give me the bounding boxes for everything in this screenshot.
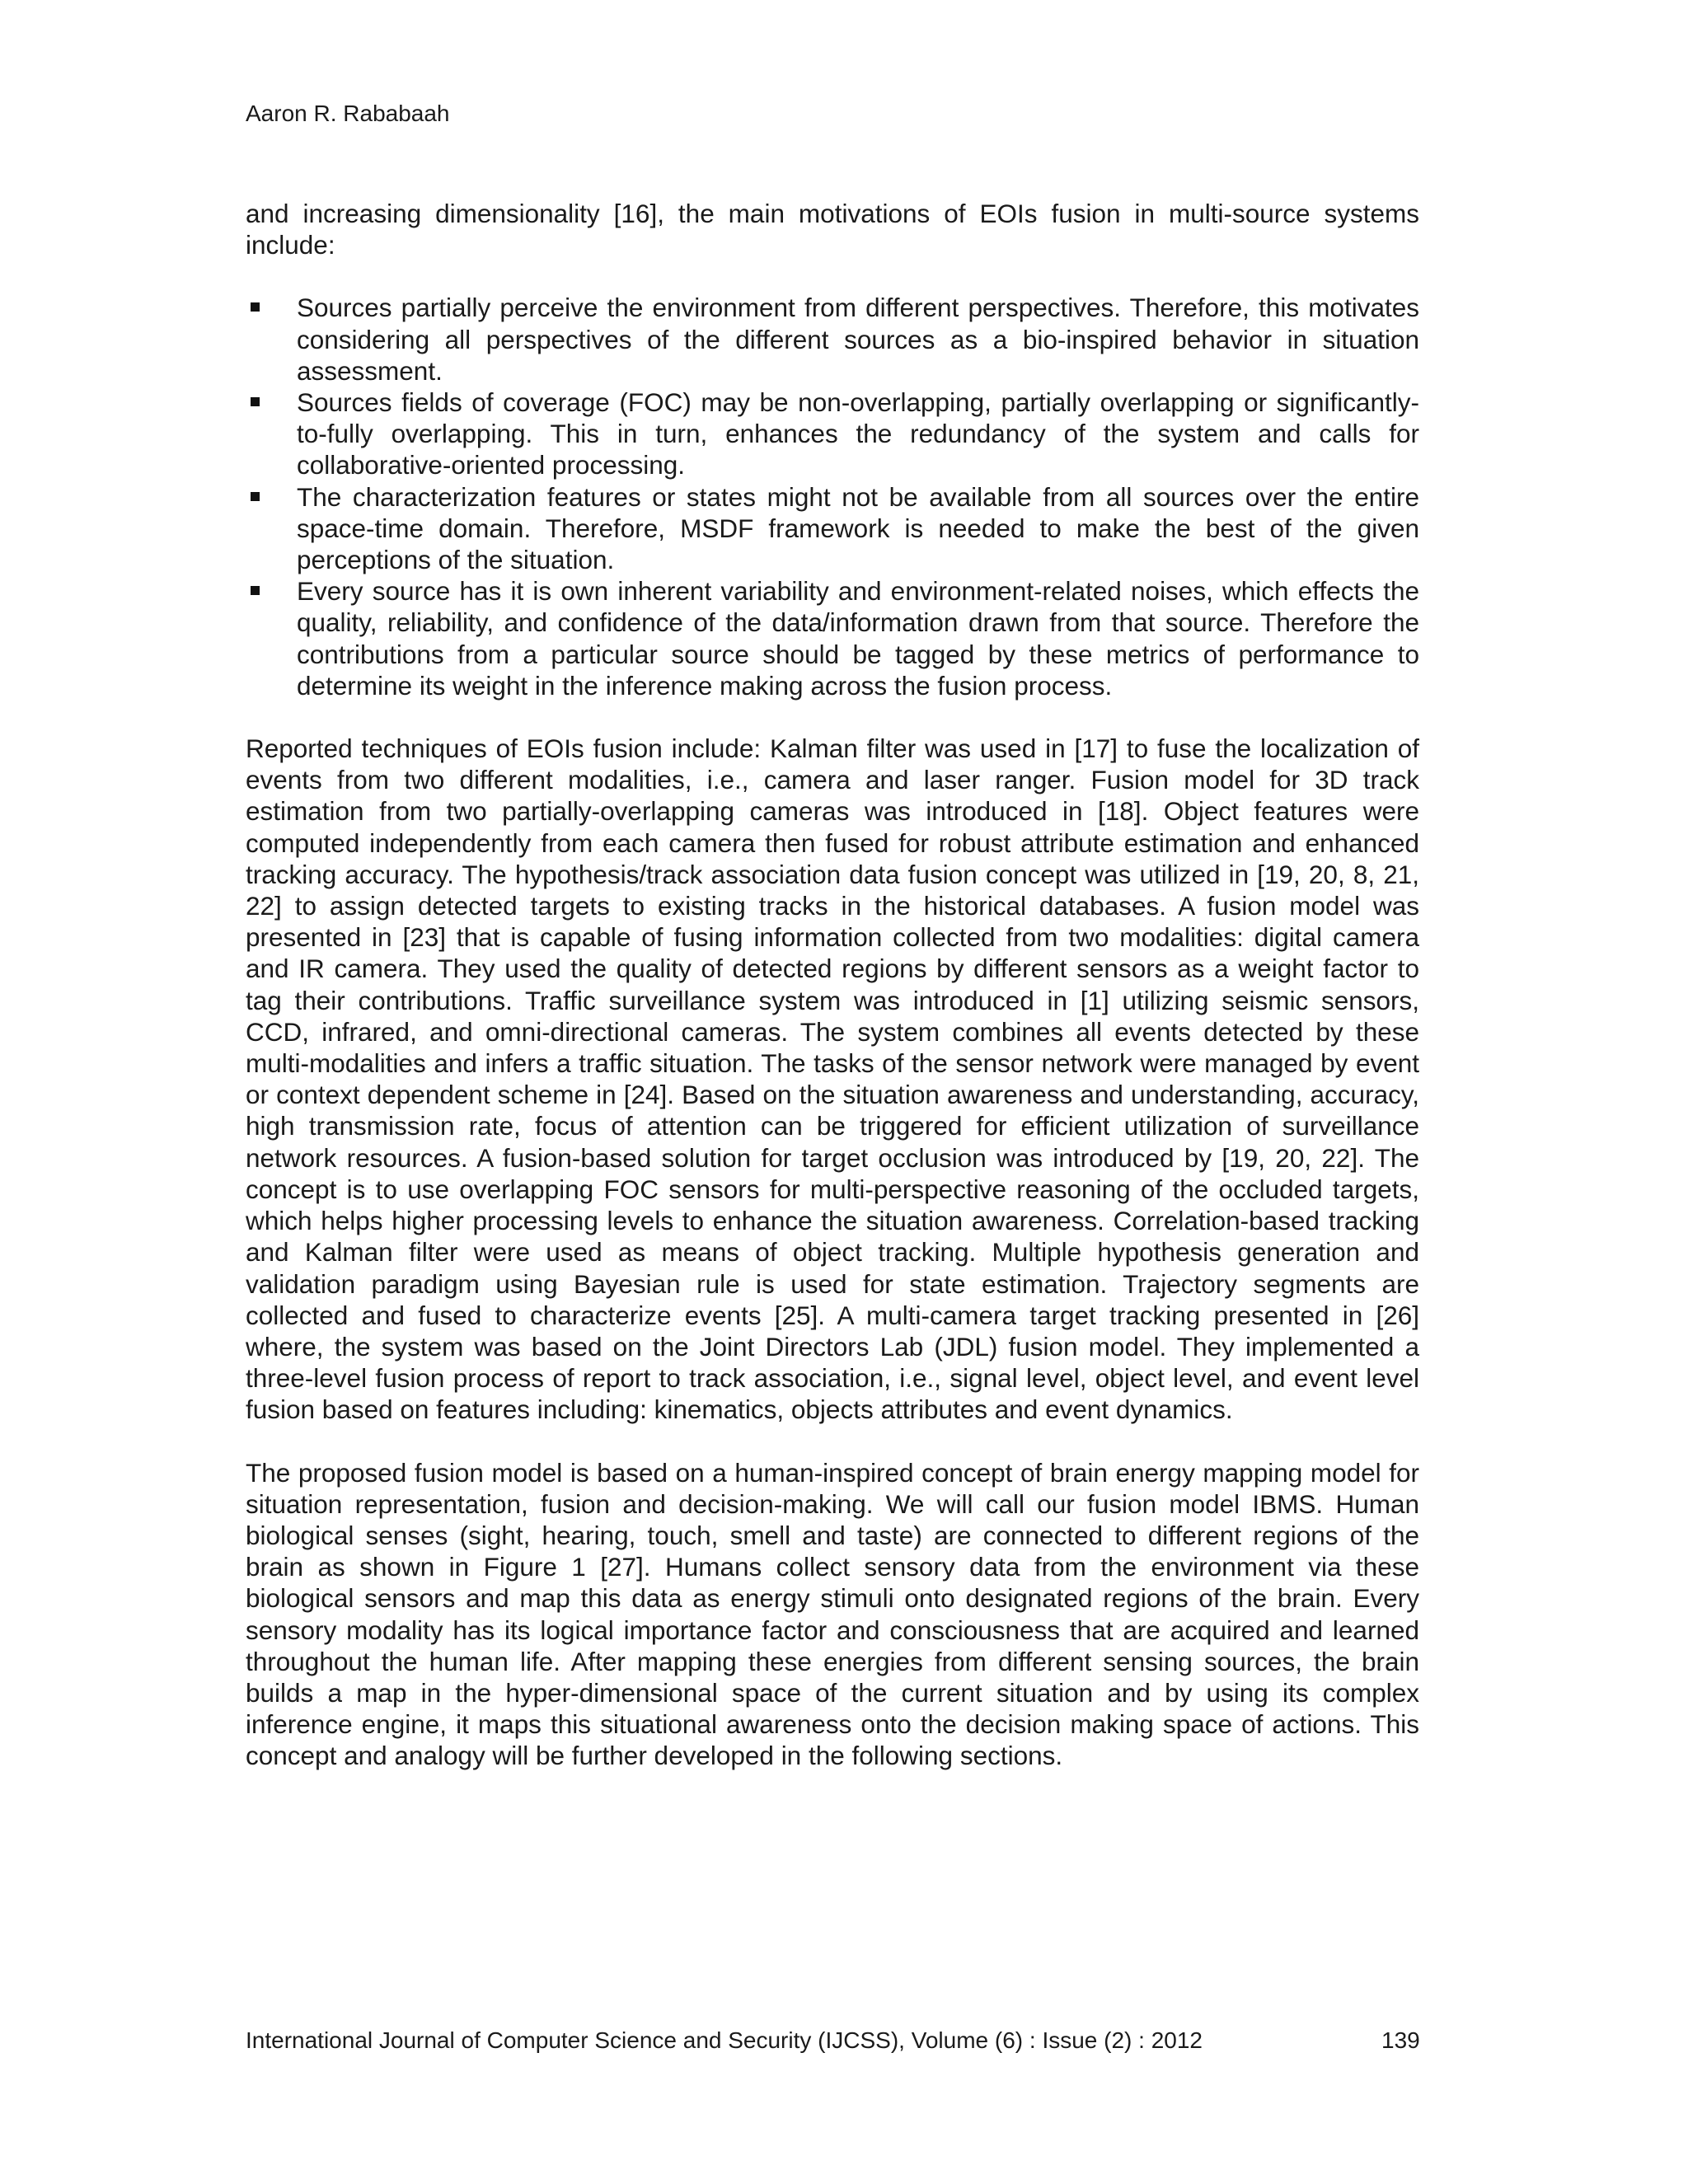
paragraph-reported-techniques: Reported techniques of EOIs fusion include: Kalman filter was used in [17] to fuse the localization of events from two different modalities, i.e., camera and laser ranger. Fusion model for 3D track estimation from two partially-overlapping cameras was introduced in [18]. Object features were computed independently from each camera then fused for robust attribute estimation and enhanced tracking accuracy. The hypothesis/track association data fusion concept was utilized in [19, 20, 8, 21, 22] to assign detected targets to existing tracks in the historical databases. A fusion model was presented in [23] that is capable of fusing information collected from two modalities: digital camera and IR camera. They used the quality of detected regions by different sensors as a weight factor to tag their contributions. Traffic surveillance system was introduced in [1] utilizing seismic sensors, CCD, infrared, and omni-directional cameras. The system combines all events detected by these multi-modalities and infers a traffic situation. The tasks of the sensor network were managed by event or context dependent scheme in [24]. Based on the situation awareness and understanding, accuracy, high transmission rate, focus of attention can be triggered for efficient utilization of surveillance network resources. A fusion-based solution for target occlusion was introduced by [19, 20, 22]. The concept is to use overlapping FOC sensors for multi-perspective reasoning of the occluded targets, which helps higher processing levels to enhance the situation awareness. Correlation-based tracking and Kalman filter were used as means of object tracking. Multiple hypothesis generation and validation paradigm using Bayesian rule is used for state estimation. Trajectory segments are collected and fused to characterize events [25]. A multi-camera target tracking presented in [26] where, the system was based on the Joint Directors Lab (JDL) fusion model. They implemented a three-level fusion process of report to track association, i.e., signal level, object level, and event level fusion based on features including: kinematics, objects attributes and event dynamics. — [246, 733, 1419, 1425]
bullet-text: Sources partially perceive the environment from different perspectives. Therefore, this motivates considering all perspectives of the different sources as a bio-inspired behavior in situation assessment. — [297, 293, 1419, 386]
intro-paragraph: and increasing dimensionality [16], the main motivations of EOIs fusion in multi-source systems include: — [246, 199, 1419, 260]
square-bullet-icon — [251, 492, 260, 501]
bullet-text: Sources fields of coverage (FOC) may be non-overlapping, partially overlapping or significantly-to-fully overlapping. This in turn, enhances the redundancy of the system and calls for collaborative-oriented processing. — [297, 387, 1419, 480]
square-bullet-icon — [251, 302, 260, 312]
paragraph-proposed-model: The proposed fusion model is based on a human-inspired concept of brain energy mapping model for situation representation, fusion and decision-making. We will call our fusion model IBMS. Human biological senses (sight, hearing, touch, smell and taste) are connected to different regions of the brain as shown in Figure 1 [27]. Humans collect sensory data from the environment via these biological sensors and map this data as energy stimuli onto designated regions of the brain. Every sensory modality has its logical importance factor and consciousness that are acquired and learned throughout the human life. After mapping these energies from different sensing sources, the brain builds a map in the hyper-dimensional space of the current situation and by using its complex inference engine, it maps this situational awareness onto the decision making space of actions. This concept and analogy will be further developed in the following sections. — [246, 1457, 1419, 1771]
bullet-text: Every source has it is own inherent variability and environment-related noises, which effects the quality, reliability, and confidence of the data/information drawn from that source. Therefore the contributions from a particular source should be tagged by these metrics of performance to determine its weight in the inference making across the fusion process. — [297, 576, 1419, 701]
body-text — [246, 198, 1419, 1772]
bullet-item — [246, 481, 1419, 576]
square-bullet-icon — [251, 586, 260, 595]
bullet-text: The characterization features or states might not be available from all sources over the entire space-time domain. Therefore, MSDF framework is needed to make the best of the given perceptions of the situation. — [297, 481, 1419, 575]
bullet-item — [246, 575, 1419, 701]
square-bullet-icon — [251, 397, 260, 406]
page-number: 139 — [1381, 2027, 1420, 2053]
running-head-author: Aaron R. Rababaah — [246, 101, 450, 126]
bullet-item — [246, 292, 1419, 387]
footer-journal-citation: International Journal of Computer Science and Security (IJCSS), Volume (6) : Issue (2) : 2012 — [246, 2027, 1203, 2053]
bullet-item — [246, 387, 1419, 481]
motivation-bullet-list — [246, 292, 1419, 701]
